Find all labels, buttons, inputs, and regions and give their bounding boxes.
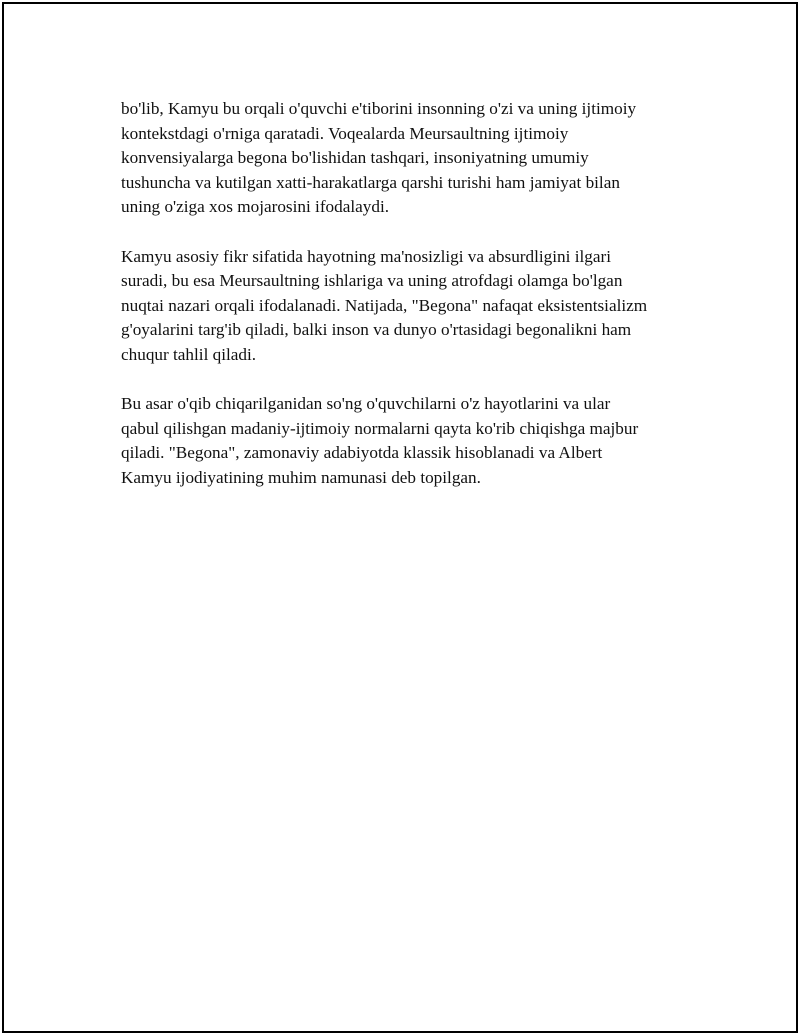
paragraph-2 — [121, 245, 681, 368]
text-line: suradi, bu esa Meursaultning ishlariga va uning atrofdagi olamga bo'lgan — [121, 271, 623, 291]
text-line: bo'lib, Kamyu bu orqali o'quvchi e'tiborini insonning o'zi va uning ijtimoiy — [121, 99, 637, 118]
text-line: nuqtai nazari orqali ifodalanadi. Natijada, "Begona" nafaqat eksistentsializm — [121, 295, 648, 315]
text-line: chuqur tahlil qiladi. — [121, 344, 257, 364]
text-line: qabul qilishgan madaniy-ijtimoiy normalarni qayta ko'rib chiqishga majbur — [121, 418, 639, 438]
text-line: tushuncha va kutilgan xatti-harakatlarga qarshi turishi ham jamiyat bilan — [121, 172, 620, 192]
text-line: kontekstdagi o'rniga qaratadi. Voqealarda Meursaultning ijtimoiy — [121, 123, 569, 143]
text-line: Kamyu ijodiyatining muhim namunasi deb topilgan. — [121, 467, 481, 487]
text-line: qiladi. "Begona", zamonaviy adabiyotda klassik hisoblanadi va Albert — [121, 443, 603, 463]
paragraph-3 — [121, 392, 681, 490]
text-line: Bu asar o'qib chiqarilganidan so'ng o'quvchilarni o'z hayotlarini va ular — [121, 394, 611, 414]
text-line: konvensiyalarga begona bo'lishidan tashqari, insoniyatning umumiy — [121, 148, 589, 168]
text-line: uning o'ziga xos mojarosini ifodalaydi. — [121, 197, 390, 217]
text-line: g'oyalarini targ'ib qiladi, balki inson va dunyo o'rtasidagi begonalikni ham — [121, 320, 632, 340]
paragraph-1 — [121, 97, 681, 220]
text-line: Kamyu asosiy fikr sifatida hayotning ma'nosizligi va absurdligini ilgari — [121, 246, 611, 266]
document-page — [2, 2, 798, 1033]
document-body — [121, 97, 681, 515]
